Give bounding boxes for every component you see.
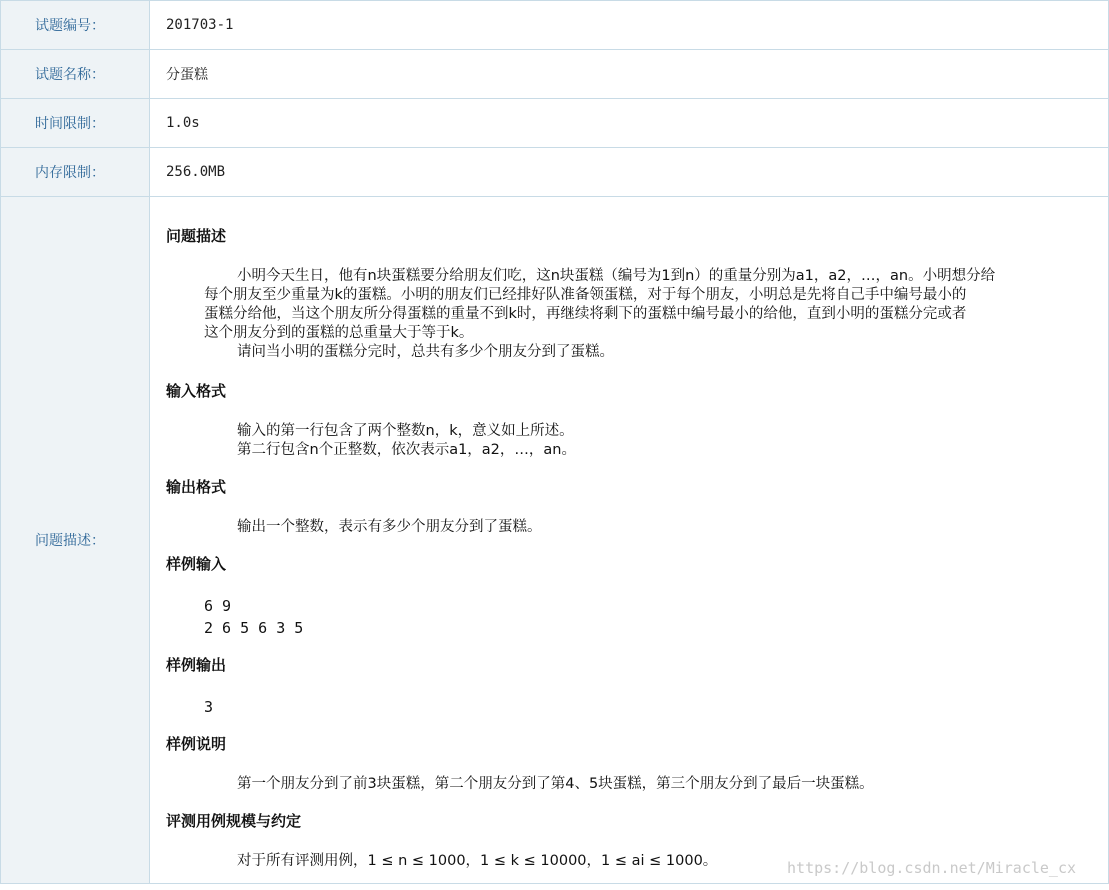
output-paragraph (204, 518, 1084, 537)
sample-input-line: 6 9 (204, 597, 232, 615)
time-limit-value: 1.0s (150, 99, 1109, 148)
heading-input-format: 输入格式 (166, 382, 227, 400)
sample-input-line: 2 6 5 6 3 5 (204, 619, 304, 637)
problem-line: 小明今天生日，他有n块蛋糕要分给朋友们吃，这n块蛋糕（编号为1到n）的重量分别为a1，a2，…，an。小明想分给 (237, 268, 996, 284)
heading-sample-output: 样例输出 (166, 656, 227, 674)
constraints-line: 对于所有评测用例，1 ≤ n ≤ 1000，1 ≤ k ≤ 10000，1 ≤ ai ≤ 1000。 (237, 853, 718, 869)
problem-name-label: 试题名称： (1, 50, 150, 99)
row-description (1, 197, 1109, 884)
sample-explanation-paragraph (204, 775, 1084, 794)
problem-name-value: 分蛋糕 (150, 50, 1109, 99)
problem-line: 蛋糕分给他，当这个朋友所分得蛋糕的重量不到k时，再继续将剩下的蛋糕中编号最小的给他，直到小明的蛋糕分完或者 (204, 306, 967, 322)
heading-output-format: 输出格式 (166, 478, 227, 496)
problem-line: 请问当小明的蛋糕分完时，总共有多少个朋友分到了蛋糕。 (237, 344, 614, 360)
problem-line: 这个朋友分到的蛋糕的总重量大于等于k。 (204, 325, 474, 341)
problem-id-label: 试题编号： (1, 1, 150, 50)
heading-sample-explanation: 样例说明 (166, 735, 227, 753)
time-limit-label: 时间限制： (1, 99, 150, 148)
problem-id-value: 201703-1 (150, 1, 1109, 50)
problem-line: 每个朋友至少重量为k的蛋糕。小明的朋友们已经排好队准备领蛋糕，对于每个朋友，小明总是先将自己手中编号最小的 (204, 287, 967, 303)
sample-input-block (204, 595, 303, 639)
sample-explanation-line: 第一个朋友分到了前3块蛋糕，第二个朋友分到了第4、5块蛋糕，第三个朋友分到了最后一块蛋糕。 (237, 776, 874, 792)
memory-limit-value: 256.0MB (150, 148, 1109, 197)
row-problem-name (1, 50, 1109, 99)
problem-paragraph (204, 267, 1084, 362)
sample-output-block (204, 696, 213, 718)
watermark-url: https://blog.csdn.net/Miracle_cx (787, 859, 1076, 877)
input-paragraph (204, 422, 1084, 460)
heading-constraints: 评测用例规模与约定 (166, 812, 302, 830)
row-problem-id (1, 1, 1109, 50)
description-body (150, 197, 1109, 884)
row-memory-limit (1, 148, 1109, 197)
heading-problem: 问题描述 (166, 227, 227, 245)
sample-output-line: 3 (204, 698, 214, 716)
heading-sample-input: 样例输入 (166, 555, 227, 573)
description-label: 问题描述： (1, 197, 150, 884)
memory-limit-label: 内存限制： (1, 148, 150, 197)
input-line: 输入的第一行包含了两个整数n，k，意义如上所述。 (237, 423, 574, 439)
output-line: 输出一个整数，表示有多少个朋友分到了蛋糕。 (237, 519, 542, 535)
row-time-limit (1, 99, 1109, 148)
input-line: 第二行包含n个正整数，依次表示a1，a2，…，an。 (237, 442, 576, 458)
